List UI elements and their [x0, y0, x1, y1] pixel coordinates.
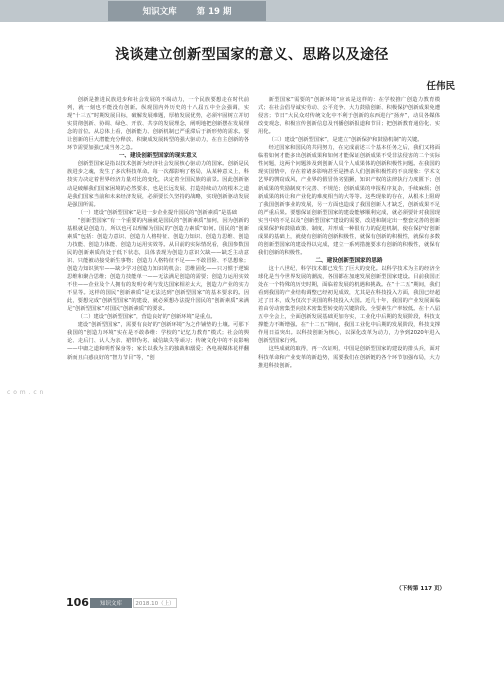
paragraph: 这些成就的取得，再一次证明，中国是创新型国家的建设的排头兵，面对科技革命和产业变革的新趋势，需要我们在创新链的各个环节加强布局，大力推进科技创新。 — [258, 346, 440, 369]
page-number: 106 — [66, 596, 89, 609]
article-title: 浅谈建立创新型国家的意义、思路以及途径 — [115, 47, 389, 63]
journal-name: 知识文库 — [142, 7, 177, 17]
paragraph: 创新是推进民族进步和社会发展的不竭动力，一个民族要想走在时代前列，就一刻也不能没有创新。纵观国内外历史的十八届五中全会强调，实现“十三五”时期发展目标，破解发展难题，厚植发展优势，必须牢固树立并切实贯彻创新、协调、绿色、开放、共享的发展理念，阐明地把创新摆在发展理念的首位。从总体上看，创新能力、创新机制已严重滞后于新形势的需求。要让创新的巨大潜能充分释放、积聚成发展转型的强大驱动力，在自主创新的各环节需要加强已成当务之急。 — [67, 97, 249, 152]
continuation-note: （下转第 117 页） — [396, 586, 446, 592]
paragraph: 建设“创新型国家”，需要有良好的“创新环境”为之作铺垫的土壤。可那下我国的“创造力环境”实在是不敢恭维：学校的“记忆力教育”模式；社会的舆论、走后门、认人为亲、裙带伪劣、诚信缺失等顽习；传统文化中的不良影响——中庸之道和明哲保身等；家长以我为主的独裁和溺爱；各电视媒体花样翻新而且白惑良好的“智力节目”等，“创 — [67, 322, 249, 361]
watermark-text: c o m . c n — [7, 389, 44, 396]
left-column — [67, 96, 249, 596]
subheading: （二）建设“创新型国家”，营造良好的“创新环境”是重点。 — [77, 314, 216, 321]
right-column — [258, 96, 440, 596]
paragraph: 创新型国家是指以技术创新为经济社会发展核心驱动力的国家。创新是民族进步之魂，发生了多次科技革命。每一次都影响了格局，从某种意义上，科技实力决定着世界经济力量对比的变化，决定着全国民族的前景。因此创新驱动是破解我们国家困境的必然要求，也是长远发展、打造持续动力的根本之道是我们国家当前和未来经济发展，必须要长久坚持的战略，实现创新驱动发展是强国所需。 — [67, 161, 249, 208]
article-author: 任伟民 — [426, 81, 455, 92]
footer-issue: 2018.10（上） — [133, 598, 177, 608]
paragraph: “创新型国家”有一个重要的内涵就是国民的“创新素质”加何，因为创新的基根就是创造力，所以也可以理解为国民的“创造力素质”如何。国民的“创新素质”包括：创造力意识、创造力人格特征、创造力知识、创造力思维、创造力技能、创造力体能、创造力运用实效等。从目前的实际情况看，我国参数国民的创新素质尚处于低下状态，具体表现为创造力意识欠缺——缺乏主动意识、只能被动接受新生事物；创造力人格特征不足——不敢冒险、不思想象；创造力知识狭窄——缺少学习创造力知识的机会；思维固化——只习惯于逻辑思维和聚合思维；创造力技能单一——无法满足创造的需要；创造力运用实效不佳——企业及个人拥有的发明专利与发达国家相差太大，创造力产业的实力不显等。这样的国民“创新素质”是无法达到“创新型国家”的基本要求的。因此，要想完成“创新型国家”的建设，就必须想办法提升国民的“创新素质”来满足“创新型国家”对国民“创新素质”的要求。 — [67, 217, 249, 313]
subheading: （一）建设“创新型国家”是进一步企业提升国民的“创新素质”是基础 — [77, 209, 237, 216]
section-heading: 一、建设创新型国家的现实意义 — [118, 153, 198, 160]
paragraph: 经过国家和国民的共同努力，在完成前述三个基本任务之后，我们又将面临着如何才能多出创新成果和如何才能保证创新成果不受非法侵害的二个实际性问题，这两个问题涉及到创新人员个人成果体的创新积极性问题。在我国的现实国情中，存在着诸多影响甚至是挫杀人们创新积极性的不良现象：学术文艺界的剽窃成风，产业界的假冒伪劣猖獗，知识产权的法律执行力度匮下；创新成果的奖励制度不完善、不规范；创新成果的申报程序复杂，手续麻烦；创新成果的转让和产业化的难度相当的大等等。这些现象的存在，从根本上阻碍了我国创新事业的发展，另一方面也造成了我国创新人才缺乏，创新成果不足的严重后果。要想保证创新型国家的建设能够顺利完成，就必须要针对我国现实当中的不足以及“创新型国家”建设的需要，改进和制定出一整套完善的创新成果保护和鼓励政策、制度，并形成一种很有力的促进机制，使在保护好创新成果的基础上，就使有创新的创新积极性，就保有创新的积极性，就保有多数的创新型国家的建设得以完成，建立一系列措施要求有创新的积极性，就保有我们创新的积极性。 — [258, 145, 440, 256]
paragraph: 新型国家”需要的“创新环境”应该是这样的：在学校推广创造力教育模式；在社会倡导诚实劳动、公平竞争、大力鼓励创新、积极保护创新成果免遭侵害；节日“大民众对传统文化中不利于创新的东西进行“扬弃”，动员各媒体改变观念，积极宣传创新信息及刊播创新报道和节目；把创新教育通俗化、实用化。 — [258, 97, 440, 136]
header-band — [0, 0, 504, 22]
subheading: （三）建设“创新型国家”，是建立“创新保护和鼓励机制”的关键。 — [268, 137, 423, 144]
section-heading: 二、建设创新型国家的思路 — [315, 257, 383, 264]
paragraph: 这十八世纪，科学技术都已发生了巨大的变化。以科学技术为主的经济全球化是当今世界发展的潮流，各国都在加速发展创新型国家建设。目前我国正处在一个特殊的历史时期，面临着发展的机遇和挑战。在“十二五”期间，我们看到我国的产业结构调整已经初见成效，尤其是在科技投入方面，我国已经超过了日本，成为仅次于美国的科技投入大国。近几十年，我国的产业发展面临着由劳动密集型向技术密集型转变的关键阶段。全要素生产率较低。在十八届五中全会上，全面创新发展基础更加夯实，工业化中后期的发展阶段，科技支撑能力不断增强。在“十二五”期间，我国工业化中后期的发展阶段，科技支撑作用日益突出。以科技创新为核心，以深化改革为动力，力争到2020年进入创新型国家行列。 — [258, 265, 440, 345]
journal-header-tag — [108, 1, 266, 21]
journal-issue: 第 19 期 — [196, 7, 232, 17]
footer-journal-label: 知识文库 — [90, 598, 132, 608]
